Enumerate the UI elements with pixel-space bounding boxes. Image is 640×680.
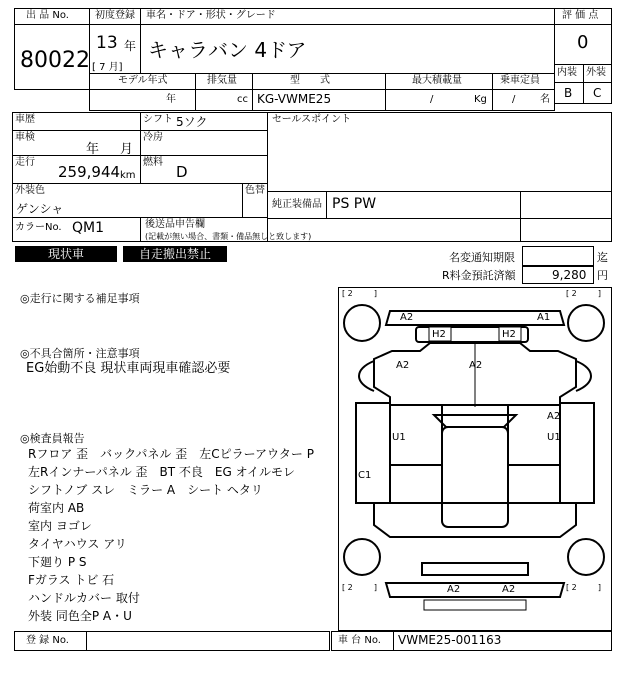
diagram-corner-bl: [ 2 ] bbox=[342, 583, 377, 592]
inspector-line: Fガラス トビ 石 bbox=[28, 573, 115, 587]
driving-notes-title: ◎走行に関する補足事項 bbox=[20, 292, 140, 305]
post-doc-note: (記載が無い場合、書類・備品無しと致します) bbox=[145, 232, 312, 241]
rear-body bbox=[374, 503, 576, 537]
left-fender bbox=[359, 361, 374, 391]
history-label: 車歴 bbox=[15, 114, 35, 125]
shift-value: 5ソク bbox=[176, 115, 208, 129]
car-name: キャラバン 4ドア bbox=[148, 38, 307, 62]
equipment-value: PS PW bbox=[332, 196, 377, 212]
mileage-value: 259,944 bbox=[58, 163, 121, 181]
damage-hood: A2 bbox=[469, 360, 483, 371]
model-code: KG-VWME25 bbox=[257, 92, 332, 106]
damage-left-fender: A2 bbox=[396, 360, 410, 371]
recycle-unit: 円 bbox=[597, 269, 608, 282]
inspector-line: 外装 同色全P A・U bbox=[28, 609, 132, 623]
damage-right-door: U1 bbox=[547, 432, 561, 443]
diagram-corner-tr: [ 2 ] bbox=[566, 289, 601, 298]
inspector-line: シフトノブ スレ ミラー A シート ヘタリ bbox=[28, 483, 263, 497]
wheel-rear-left bbox=[344, 539, 380, 575]
mileage-unit: km bbox=[120, 170, 136, 181]
car-name-label: 車名・ドア・形状・グレード bbox=[146, 10, 276, 21]
color-change-label: 色替 bbox=[245, 185, 265, 196]
color-no-label: カラーNo. bbox=[15, 222, 62, 233]
kg-unit: Kg bbox=[474, 94, 487, 105]
capacity-label: 乗車定員 bbox=[500, 75, 540, 86]
first-registration-year-unit: 年 bbox=[124, 39, 137, 53]
inspector-line: 荷室内 AB bbox=[28, 501, 85, 515]
ac-label: 冷房 bbox=[143, 132, 163, 143]
score-label: 評 価 点 bbox=[562, 10, 599, 21]
equipment-label: 純正装備品 bbox=[272, 199, 322, 210]
inspector-line: 左Rインナーパネル 歪 BT 不良 EG オイルモレ bbox=[28, 465, 296, 479]
interior-grade: B bbox=[564, 86, 573, 100]
shaken-month: 月 bbox=[120, 142, 134, 157]
max-load-label: 最大積載量 bbox=[412, 75, 462, 86]
defects-text: EG始動不良 現状車両現車確認必要 bbox=[26, 361, 231, 376]
inspector-line: Rフロア 歪 バックパネル 歪 左Cピラーアウター P bbox=[28, 447, 314, 461]
shaken-label: 車検 bbox=[15, 132, 35, 143]
post-doc-label: 後送品申告欄 bbox=[145, 219, 205, 230]
recycle-amount: 9,280 bbox=[552, 268, 587, 282]
first-registration-label: 初度登録 bbox=[95, 10, 135, 21]
displacement-label: 排気量 bbox=[207, 75, 237, 86]
first-registration-year: 13 bbox=[96, 33, 118, 53]
shaken-year: 年 bbox=[86, 142, 100, 157]
damage-right-side: A2 bbox=[547, 411, 561, 422]
recycle-label: R料金預託済額 bbox=[442, 269, 516, 282]
windshield bbox=[434, 415, 516, 427]
shift-label: シフト bbox=[143, 114, 173, 125]
damage-front-bumper-left: A2 bbox=[400, 312, 414, 323]
cc-unit: cc bbox=[237, 94, 248, 105]
diagram-corner-br: [ 2 ] bbox=[566, 583, 601, 592]
inspector-line: ハンドルカバー 取付 bbox=[28, 591, 140, 605]
name-change-label: 名変通知期限 bbox=[449, 251, 515, 264]
capacity-unit: 名 bbox=[540, 94, 550, 105]
name-change-field bbox=[522, 246, 594, 266]
damage-left-rear: C1 bbox=[358, 470, 372, 481]
model-year-unit: 年 bbox=[166, 94, 176, 105]
defects-title: ◎不具合箇所・注意事項 bbox=[20, 347, 140, 360]
rear-bumper bbox=[386, 583, 564, 597]
exterior-grade: C bbox=[593, 86, 602, 100]
rear-lamp-bar bbox=[422, 563, 528, 575]
fuel-value: D bbox=[176, 163, 188, 181]
jisou-kinshi-badge: 自走搬出禁止 bbox=[123, 246, 227, 262]
lot-number-label: 出 品 No. bbox=[26, 10, 69, 21]
model-label: 型 式 bbox=[290, 75, 330, 86]
chassis-number: VWME25-001163 bbox=[398, 633, 502, 647]
wheel-front-right bbox=[568, 305, 604, 341]
inspector-line: 室内 ヨゴレ bbox=[28, 519, 92, 533]
wheel-rear-right bbox=[568, 539, 604, 575]
sales-point-label: セールスポイント bbox=[272, 114, 352, 125]
inspector-line: タイヤハウス アリ bbox=[28, 537, 127, 551]
exterior-label: 外装 bbox=[586, 67, 606, 78]
first-registration-month: [ 7 月] bbox=[92, 62, 123, 73]
right-fender bbox=[576, 361, 591, 391]
interior-label: 内装 bbox=[557, 67, 577, 78]
inspector-line: 下廻り P S bbox=[28, 555, 87, 569]
damage-h2-left: H2 bbox=[432, 329, 446, 340]
model-year-label: モデル年式 bbox=[118, 75, 168, 86]
left-side-panel bbox=[356, 403, 390, 503]
capacity-slash: / bbox=[512, 94, 516, 105]
registration-label: 登 録 No. bbox=[26, 635, 69, 646]
diagram-corner-tl: [ 2 ] bbox=[342, 289, 377, 298]
name-change-unit: 迄 bbox=[597, 251, 608, 264]
right-side-panel bbox=[560, 403, 594, 503]
score-value: 0 bbox=[577, 32, 589, 53]
roof bbox=[442, 427, 508, 527]
color-no-value: QM1 bbox=[72, 220, 105, 236]
damage-left-door: U1 bbox=[392, 432, 406, 443]
lot-number: 80022 bbox=[20, 48, 90, 73]
exterior-color-label: 外装色 bbox=[15, 185, 45, 196]
damage-rear-right: A2 bbox=[502, 584, 516, 595]
load-slash: / bbox=[430, 94, 434, 105]
genjo-badge: 現状車 bbox=[15, 246, 117, 262]
damage-rear-left: A2 bbox=[447, 584, 461, 595]
damage-h2-right: H2 bbox=[502, 329, 516, 340]
damage-front-bumper-right: A1 bbox=[537, 312, 551, 323]
fuel-label: 燃料 bbox=[143, 157, 163, 168]
chassis-label: 車 台 No. bbox=[338, 635, 381, 646]
wheel-front-left bbox=[344, 305, 380, 341]
mileage-label: 走行 bbox=[15, 157, 35, 168]
inspector-title: ◎検査員報告 bbox=[20, 432, 85, 445]
exterior-color-value: ゲンシャ bbox=[16, 202, 64, 216]
car-damage-diagram bbox=[338, 287, 612, 631]
